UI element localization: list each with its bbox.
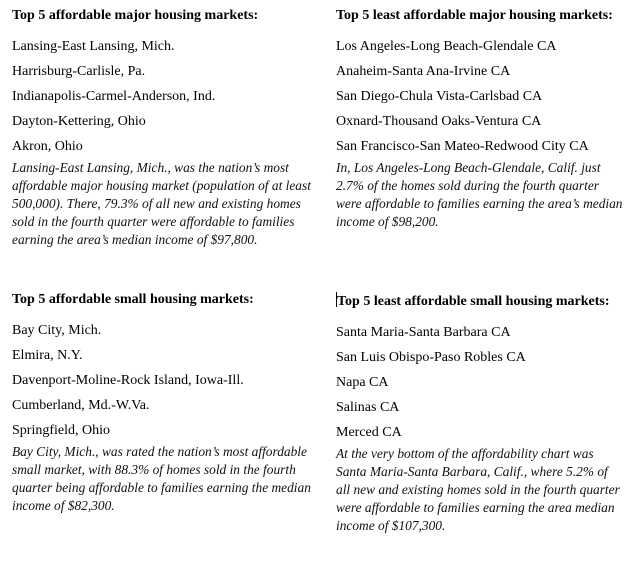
least-affordable-small-heading-wrap	[336, 292, 625, 312]
least-affordable-major-note: In, Los Angeles-Long Beach-Glendale, Calif. just 2.7% of the homes sold during the fourth quarter were affordable to families earning the area’s median income of $98,200.	[336, 160, 623, 229]
affordable-major-list	[12, 38, 312, 164]
affordable-major-heading: Top 5 affordable major housing markets:	[12, 8, 259, 23]
list-item: Springfield, Ohio	[12, 423, 110, 439]
list-item: Elmira, N.Y.	[12, 347, 83, 363]
list-item: Akron, Ohio	[12, 139, 83, 155]
list-item: Cumberland, Md.-W.Va.	[12, 398, 150, 414]
list-item: Anaheim-Santa Ana-Irvine CA	[336, 63, 511, 79]
list-item: Lansing-East Lansing, Mich.	[12, 38, 175, 54]
list-item: Santa Maria-Santa Barbara CA	[336, 324, 511, 340]
affordable-small-list	[12, 322, 312, 448]
list-item: Harrisburg-Carlisle, Pa.	[12, 63, 146, 79]
list-item: Indianapolis-Carmel-Anderson, Ind.	[12, 88, 216, 104]
list-item: Oxnard-Thousand Oaks-Ventura CA	[336, 114, 542, 130]
affordable-major-note: Lansing-East Lansing, Mich., was the nation’s most affordable major housing market (population of at least 500,000). There, 79.3% of all new and existing homes sold in the fourth quarter were affordable to families earning the area’s median income of $97,800.	[12, 160, 311, 247]
list-item: San Luis Obispo-Paso Robles CA	[336, 349, 526, 365]
least-affordable-major-heading: Top 5 least affordable major housing markets:	[336, 8, 613, 23]
affordable-major-section	[12, 7, 312, 248]
list-item: Salinas CA	[336, 400, 400, 416]
list-item: Merced CA	[336, 425, 402, 441]
least-affordable-major-list	[336, 38, 625, 164]
list-item: San Francisco-San Mateo-Redwood City CA	[336, 139, 589, 155]
list-item: Dayton-Kettering, Ohio	[12, 114, 146, 130]
list-item: San Diego-Chula Vista-Carlsbad CA	[336, 88, 543, 104]
list-item: Los Angeles-Long Beach-Glendale CA	[336, 38, 557, 54]
affordable-small-section	[12, 291, 312, 515]
list-item: Bay City, Mich.	[12, 322, 102, 338]
least-affordable-small-section	[336, 292, 625, 534]
affordable-small-note: Bay City, Mich., was rated the nation’s most affordable small market, with 88.3% of homes sold in the fourth quarter being affordable to families earning the median income of $82,300.	[12, 444, 311, 513]
least-affordable-small-list	[336, 324, 625, 450]
affordable-small-heading: Top 5 affordable small housing markets:	[12, 292, 254, 307]
least-affordable-major-section	[336, 7, 625, 231]
least-affordable-small-heading: Top 5 least affordable small housing markets:	[337, 294, 610, 309]
list-item: Davenport-Moline-Rock Island, Iowa-Ill.	[12, 372, 244, 388]
list-item: Napa CA	[336, 374, 389, 390]
least-affordable-small-note: At the very bottom of the affordability chart was Santa Maria-Santa Barbara, Calif., where 5.2% of all new and existing homes sold in the fourth quarter were affordable to families earning the area median income of $107,300.	[336, 446, 620, 533]
